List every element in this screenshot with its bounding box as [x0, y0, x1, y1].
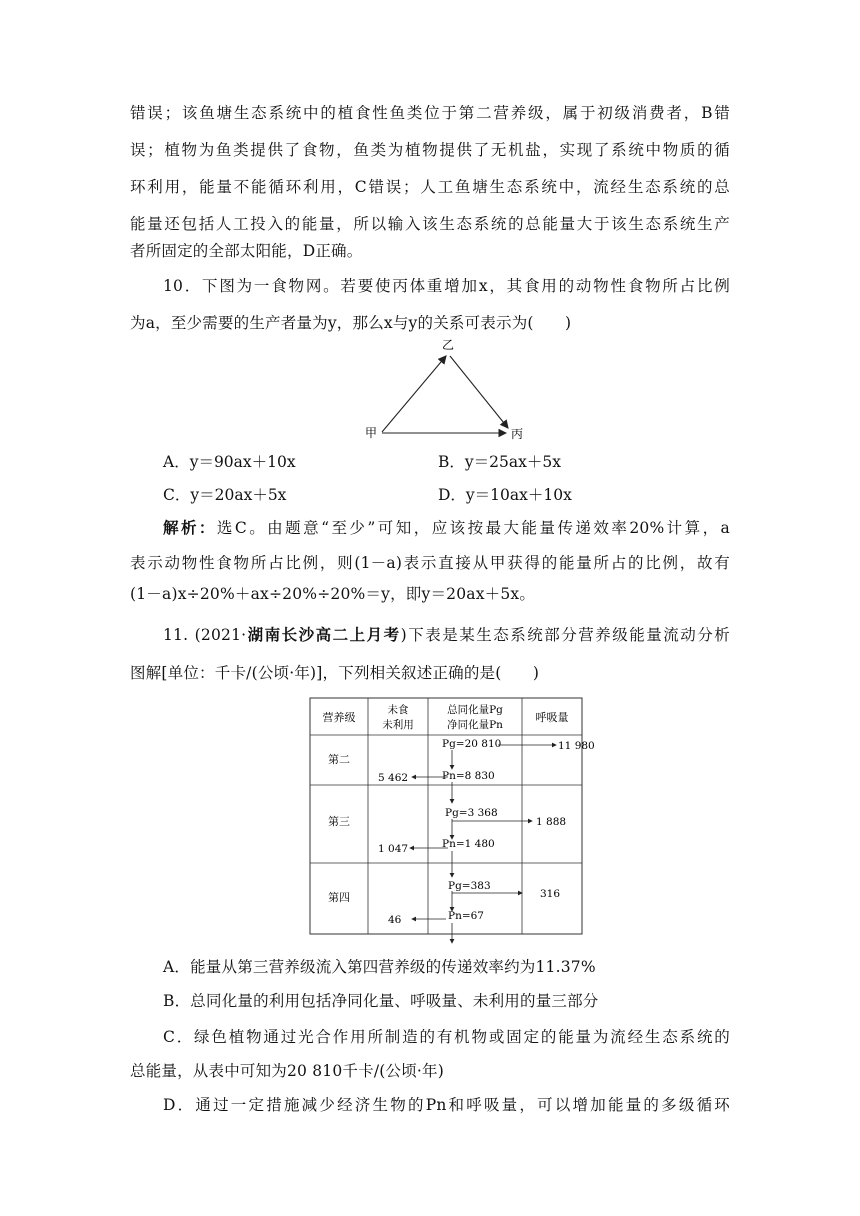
analysis-line — [163, 518, 730, 538]
analysis-line: (1－a)x÷20%＋ax÷20%÷20%＝y，即y＝20ax＋5x。 — [130, 585, 536, 603]
energy-flow-table — [308, 697, 595, 945]
row3-unused: 1 047 — [378, 843, 409, 855]
question-stem-rest: )下表是某生态系统部分营养级能量流动分析 — [400, 626, 730, 644]
row4-pn: Pn=67 — [448, 910, 484, 922]
row-level-2: 第二 — [328, 753, 350, 766]
question-stem-line: 10．下图为一食物网。若要使丙体重增加x，其食用的动物性食物所占比例 — [163, 277, 730, 295]
question-stem-line: 图解[单位：千卡/(公顷·年)]，下列相关叙述正确的是( ) — [130, 664, 540, 682]
header-resp: 呼吸量 — [535, 711, 569, 724]
row4-resp: 316 — [540, 888, 561, 900]
text-line: 者所固定的全部太阳能，D正确。 — [130, 242, 363, 260]
row4-pg: Pg=383 — [448, 880, 491, 892]
question-stem-line — [163, 625, 730, 645]
option-d[interactable]: D．y＝10ax＋10x — [438, 486, 572, 504]
option-c-cont[interactable]: 总能量，从表中可知为20 810千卡/(公顷·年) — [130, 1062, 444, 1080]
arrow-yi-to-bing — [450, 356, 508, 428]
row2-pg: Pg=20 810 — [442, 738, 502, 750]
question-source: 湖南长沙高二上月考 — [246, 626, 401, 644]
row-level-3: 第三 — [328, 815, 350, 828]
text-line: 能量还包括人工投入的能量，所以输入该生态系统的总能量大于该生态系统生产 — [130, 215, 730, 233]
header-uneaten-1: 未食 — [387, 704, 409, 716]
row2-resp: 11 980 — [558, 740, 595, 752]
option-d[interactable]: D．通过一定措施减少经济生物的Pn和呼吸量，可以增加能量的多级循环 — [163, 1096, 730, 1114]
header-uneaten-2: 未利用 — [382, 719, 414, 731]
analysis-text: 选C。由题意“至少”可知，应该按最大能量传递效率20%计算，a — [216, 519, 730, 537]
option-c[interactable]: C．y＝20ax＋5x — [163, 486, 287, 504]
option-a[interactable]: A．y＝90ax＋10x — [163, 453, 296, 471]
option-b[interactable]: B．y＝25ax＋5x — [438, 453, 561, 471]
header-total-1: 总同化量Pg — [447, 704, 503, 716]
header-total-2: 净同化量Pn — [447, 719, 503, 731]
analysis-label: 解析： — [163, 518, 217, 537]
row3-pg: Pg=3 368 — [445, 807, 498, 819]
row3-resp: 1 888 — [536, 816, 567, 828]
row3-pn: Pn=1 480 — [442, 838, 495, 850]
row2-unused: 5 462 — [378, 772, 409, 784]
text-line: 误；植物为鱼类提供了食物，鱼类为植物提供了无机盐，实现了系统中物质的循 — [130, 141, 730, 159]
node-bing: 丙 — [511, 427, 524, 441]
analysis-line: 表示动物性食物所占比例，则(1－a)表示直接从甲获得的能量所占的比例，故有 — [130, 554, 730, 572]
row4-unused: 46 — [388, 914, 402, 926]
option-c[interactable]: C．绿色植物通过光合作用所制造的有机物或固定的能量为流经生态系统的 — [163, 1028, 730, 1046]
row-level-4: 第四 — [328, 891, 350, 904]
arrow-jia-to-yi — [382, 356, 446, 432]
food-web-diagram — [360, 336, 530, 442]
header-level: 营养级 — [322, 711, 356, 724]
option-b[interactable]: B．总同化量的利用包括净同化量、呼吸量、未利用的量三部分 — [163, 992, 599, 1010]
question-stem-line: 为a，至少需要的生产者量为y，那么x与y的关系可表示为( ) — [130, 314, 572, 332]
row2-pn: Pn=8 830 — [442, 770, 495, 782]
node-jia: 甲 — [365, 426, 378, 440]
question-number: 11. (2021· — [163, 626, 247, 644]
option-a[interactable]: A．能量从第三营养级流入第四营养级的传递效率约为11.37% — [163, 958, 596, 976]
text-line: 环利用，能量不能循环利用，C错误；人工鱼塘生态系统中，流经生态系统的总 — [130, 178, 730, 196]
text-line: 错误；该鱼塘生态系统中的植食性鱼类位于第二营养级，属于初级消费者，B错 — [130, 104, 730, 122]
node-yi: 乙 — [442, 338, 455, 352]
